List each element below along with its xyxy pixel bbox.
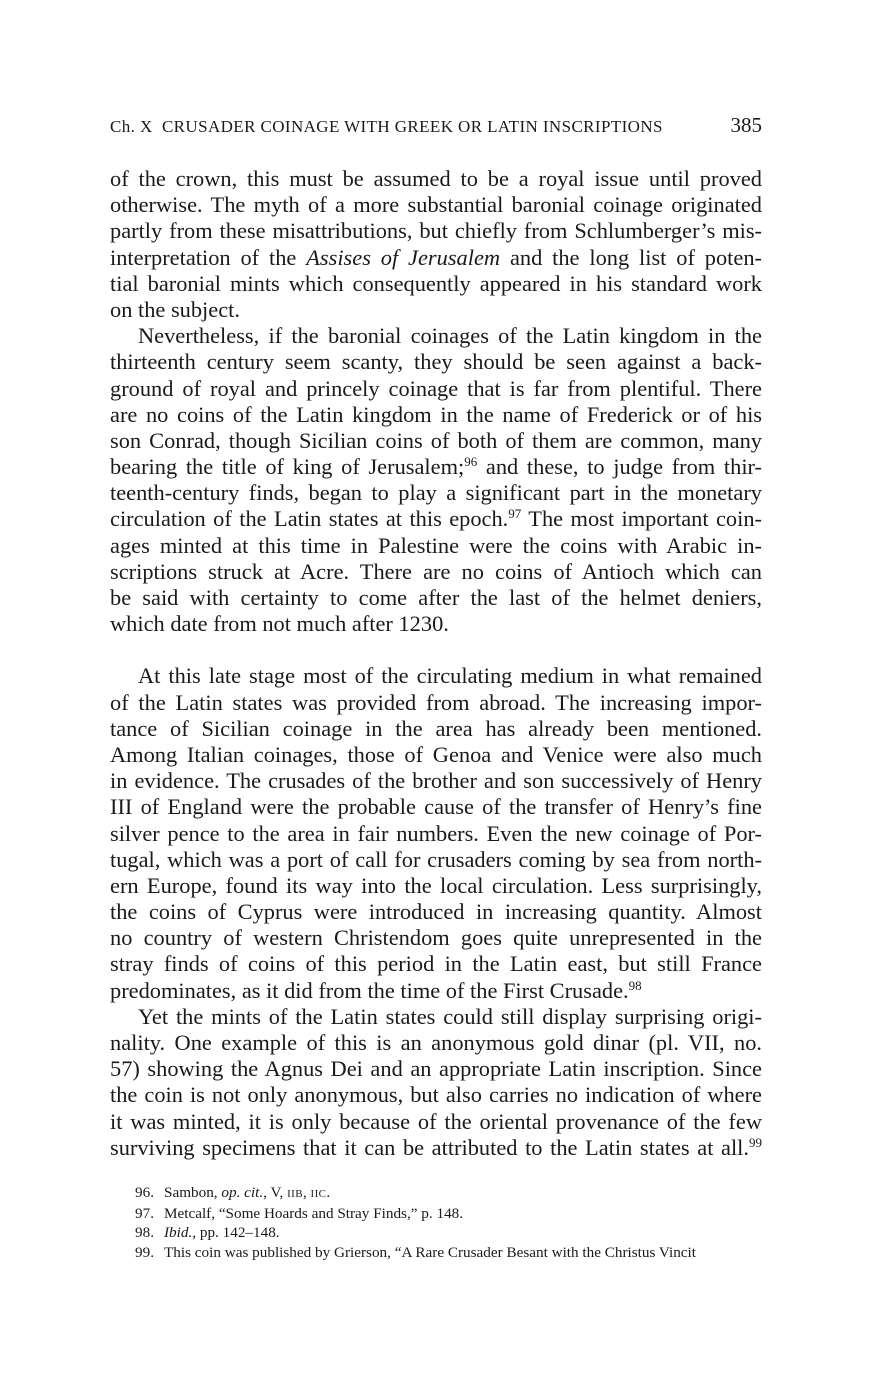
footnote: 98. Ibid., pp. 142–148. [135,1224,280,1242]
chapter-label: Ch. X [110,117,153,136]
text-line: teenth-century finds, began to play a significant part in the monetary [110,480,762,506]
text-line: of the Latin states was provided from abroad. The increasing impor- [110,689,762,715]
text-line: no country of western Christendom goes quite unrepresented in the [110,925,762,951]
text-line: tugal, which was a port of call for crusaders coming by sea from north- [110,846,762,872]
footnote: 97. Metcalf, “Some Hoards and Stray Finds,” p. 148. [135,1205,464,1223]
text-line: of the crown, this must be assumed to be a royal issue until proved [110,166,762,191]
running-header [110,113,762,143]
footnote-ref: 98 [628,977,642,993]
footnote-number: 98. [135,1224,154,1242]
text-line: At this late stage most of the circulating medium in what remained [138,663,762,689]
text-line: 57) showing the Agnus Dei and an appropriate Latin inscription. Since [110,1056,762,1082]
text-line: the coins of Cyprus were introduced in increasing quantity. Almost [110,899,762,925]
text-line: surviving specimens that it can be attributed to the Latin states at all.$^{99}$ [110,1134,762,1160]
text-line: it was minted, it is only because of the oriental provenance of the few [110,1108,762,1134]
footnote-ref: 99 [749,1134,762,1150]
text-line: the coin is not only anonymous, but also carries no indication of where [110,1082,762,1108]
body-text [110,166,762,1161]
text-line: scriptions struck at Acre. There are no coins of Antioch which can [110,558,762,584]
running-title [110,117,663,137]
text-line: Yet the mints of the Latin states could still display surprising origi- [138,1003,762,1029]
text-line: on the subject. [110,296,240,322]
footnote-number: 97. [135,1205,154,1223]
text-line: thirteenth century seem scanty, they should be seen against a back- [110,349,762,375]
text-line: nality. One example of this is an anonymous gold dinar (pl. VII, no. [110,1030,762,1055]
text-line: in evidence. The crusades of the brother and son successively of Henry [110,768,762,794]
text-line: son Conrad, though Sicilian coins of both of them are common, many [110,427,762,453]
text-line: predominates, as it did from the time of the First Crusade.$^{98}$ [110,977,642,1003]
text-line: Among Italian coinages, those of Genoa and Venice were also much [110,741,762,767]
text-line: ern Europe, found its way into the local circulation. Less surprisingly, [110,872,762,898]
footnote-ref: 97 [508,506,522,522]
text-line: are no coins of the Latin kingdom in the name of Frederick or of his [110,401,762,427]
footnote: 96. Sambon, op. cit., V, IIB, IIC. [135,1184,331,1201]
italic-title: Assises of Jerusalem [306,244,501,270]
text-line: bearing the title of king of Jerusalem;$^{96}$ and these, to judge from thir- [110,454,762,480]
text-line: be said with certainty to come after the last of the helmet deniers, [110,585,762,610]
text-line: stray finds of coins of this period in the Latin east, but still France [110,951,762,977]
text-line: ages minted at this time in Palestine were the coins with Arabic in- [110,532,762,558]
text-line: partly from these misattributions, but chiefly from Schlumberger’s mis- [110,218,762,244]
text-line: interpretation of the Assises of Jerusalem and the long list of poten- [110,244,762,270]
text-line: Nevertheless, if the baronial coinages of the Latin kingdom in the [138,323,762,349]
section-break [110,637,762,663]
footnotes [135,1183,765,1262]
text-line: III of England were the probable cause of the transfer of Henry’s fine [110,794,762,820]
chapter-title: CRUSADER COINAGE WITH GREEK OR LATIN INSCRIPTIONS [161,117,663,136]
text-line: which date from not much after 1230. [110,611,449,637]
text-line: ground of royal and princely coinage that is far from plentiful. There [110,375,762,401]
text-line: circulation of the Latin states at this epoch.$^{97}$ The most important coin- [110,506,762,532]
footnote-ref: 96 [464,454,478,470]
footnote-number: 96. [135,1184,154,1201]
page-number: 385 [730,113,762,137]
text-line: tial baronial mints which consequently appeared in his standard work [110,270,762,296]
text-line: otherwise. The myth of a more substantial baronial coinage originated [110,192,762,218]
footnote: 99. This coin was published by Grierson, “A Rare Crusader Besant with the Christus Vincit [135,1243,696,1261]
text-line: silver pence to the area in fair numbers. Even the new coinage of Por- [110,820,762,846]
footnote-number: 99. [135,1243,154,1261]
text-line: tance of Sicilian coinage in the area has already been mentioned. [110,715,762,741]
